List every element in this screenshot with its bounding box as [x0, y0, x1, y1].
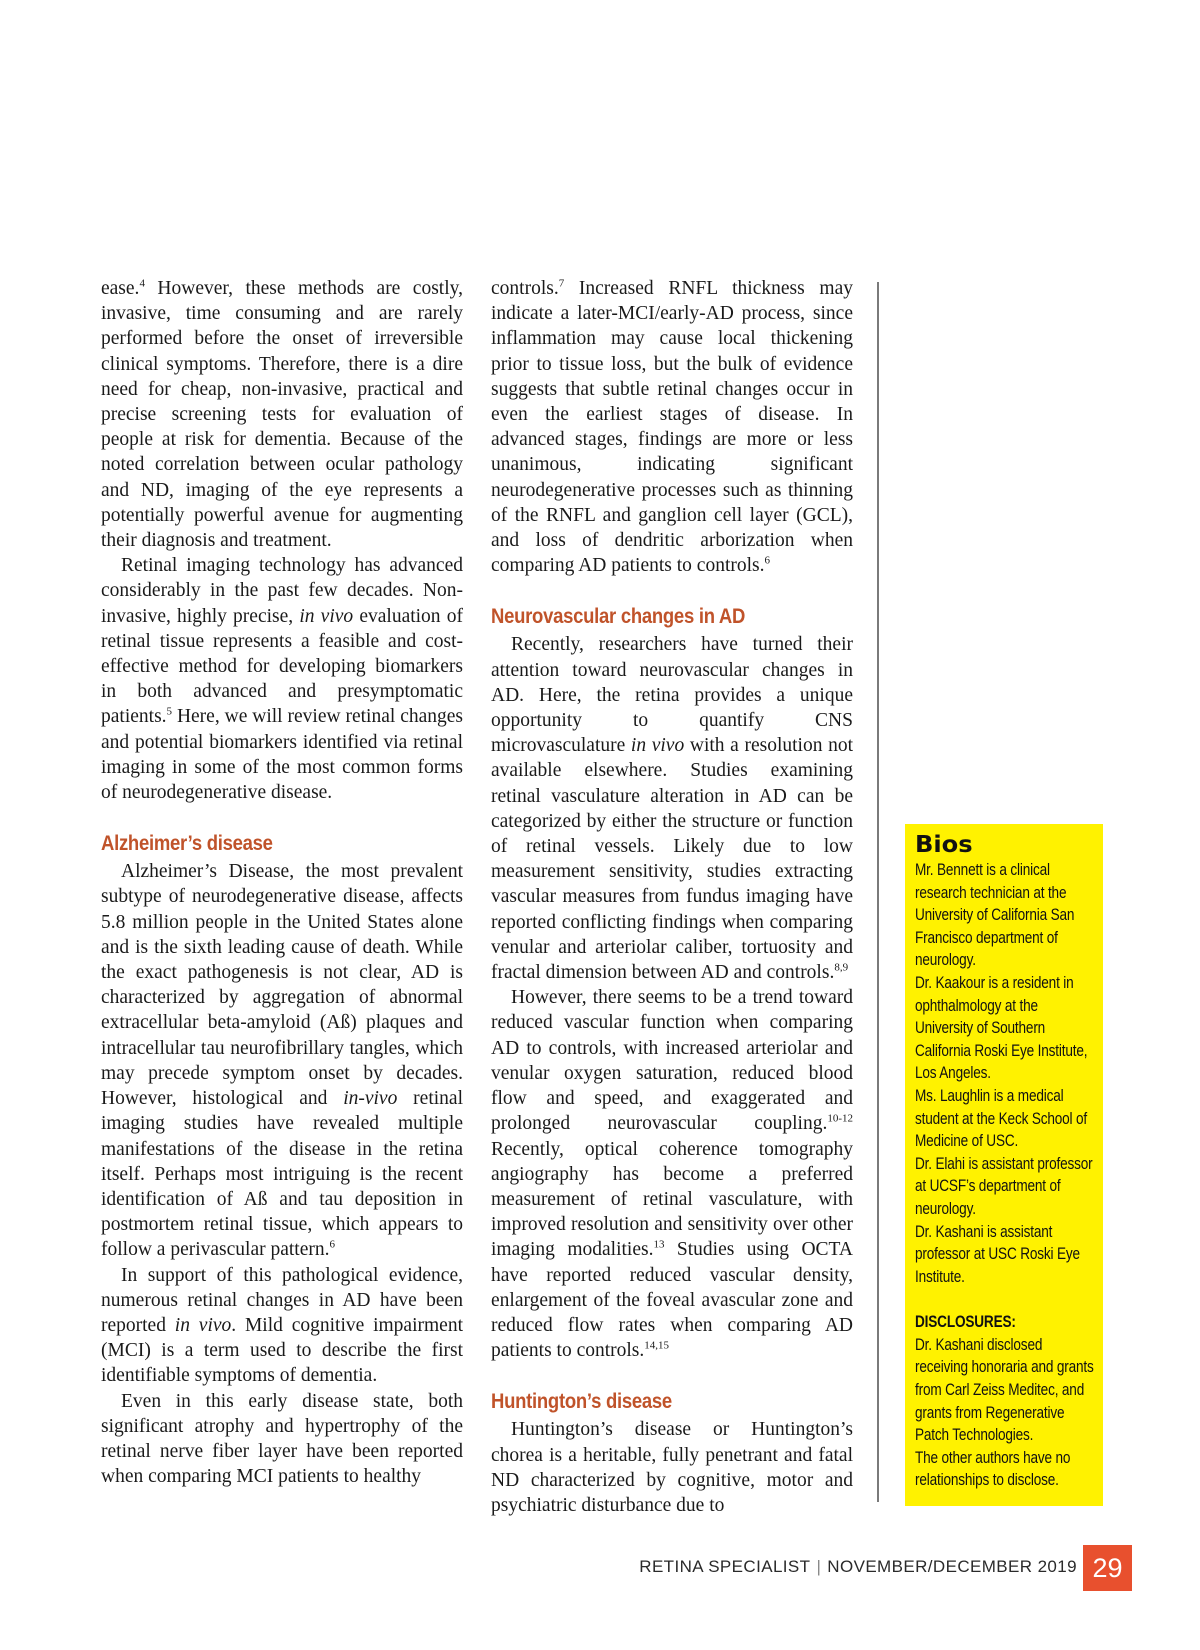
- body-paragraph: However, there seems to be a trend toward reduced vascular function when comparing AD to controls, with increased arteriolar and venular oxygen saturation, reduced blood flow and speed, and exaggerated and prolonged neurovascular coupling.$^{10-12}$ Recently, optical coherence tomography angiography has become a preferred measurement of retinal vasculature, with improved resolution and sensitivity over other imaging modalities.$^{13}$ Studies using OCTA have reported reduced vascular density, enlargement of the foveal avascular zone and reduced flow rates when comparing AD patients to controls.$^{14,15}$: [491, 987, 853, 1362]
- section-heading-neurovascular: Neurovascular changes in AD: [491, 605, 746, 629]
- bio-entry: Dr. Kaakour is a resident in ophthalmology at the University of Southern California Roski Eye Institute, Los Angeles.: [915, 973, 1088, 1083]
- body-paragraph: ease.$^4$ However, these methods are costly, invasive, time consuming and are rarely performed before the onset of irreversible clinical symptoms. Therefore, there is a dire need for cheap, non-invasive, practical and precise screening tests for evaluation of people at risk for dementia. Because of the noted correlation between ocular pathology and ND, imaging of the eye represents a potentially powerful avenue for augmenting their diagnosis and treatment.: [101, 277, 463, 552]
- body-paragraph: Recently, researchers have turned their attention toward neurovascular changes in AD. Here, the retina provides a unique opportunity to quantify CNS microvasculature in vivo with a resolution not available elsewhere. Studies examining retinal vasculature alteration in AD can be categorized by either the structure or function of retinal vessels. Likely due to low measurement sensitivity, studies extracting vascular measures from fundus imaging have reported conflicting findings when comparing venular and arteriolar caliber, tortuosity and fractal dimension between AD and controls.$^{8,9}$: [491, 634, 854, 984]
- page-number: 29: [1083, 1545, 1132, 1591]
- body-paragraph: Alzheimer’s Disease, the most prevalent subtype of neurodegenerative disease, affects 5.8 million people in the United States alone and is the sixth leading cause of death. While the exact pathogenesis is not clear, AD is characterized by aggregation of abnormal extracellular beta-amyloid (Aß) plaques and intracellular tau neurofibrillary tangles, which may precede symptom onset by decades. However, histological and in-vivo retinal imaging studies have revealed multiple manifestations of the disease in the retina itself. Perhaps most intriguing is the recent identification of Aß and tau deposition in postmortem retinal tissue, which appears to follow a perivascular pattern.$^6$: [101, 861, 463, 1261]
- body-paragraph: Huntington’s disease or Huntington’s chorea is a heritable, fully penetrant and fatal ND characterized by cognitive, motor and psychiatric disturbance due to: [491, 1419, 853, 1516]
- body-paragraph: Retinal imaging technology has advanced considerably in the past few decades. Non-invasive, highly precise, in vivo evaluation of retinal tissue represents a feasible and cost-effective method for developing biomarkers in both advanced and presymptomatic patients.$^5$ Here, we will review retinal changes and potential biomarkers identified via retinal imaging in some of the most common forms of neurodegenerative disease.: [101, 555, 463, 804]
- page-footer: [639, 1555, 1077, 1579]
- disclosures-title: DISCLOSURES:: [915, 1313, 1016, 1332]
- bio-entry: Dr. Elahi is assistant professor at UCSF’s department of neurology.: [915, 1154, 1093, 1218]
- bio-entry: Ms. Laughlin is a medical student at the Keck School of Medicine of USC.: [915, 1086, 1088, 1151]
- bios-sidebar: [905, 824, 1103, 1506]
- issue-date: NOVEMBER/DECEMBER 2019: [827, 1557, 1077, 1576]
- disclosure-entry: Dr. Kashani disclosed receiving honoraria and grants from Carl Zeiss Meditec, and grants from Regenerative Patch Technologies.: [915, 1335, 1094, 1445]
- disclosure-entry: The other authors have no relationships to disclose.: [915, 1448, 1071, 1490]
- bios-title: Bios: [915, 832, 973, 858]
- bio-entry: Mr. Bennett is a clinical research technician at the University of California San Francisco department of neurology.: [915, 861, 1075, 970]
- article-column-middle: [491, 276, 853, 1518]
- body-paragraph: Even in this early disease state, both significant atrophy and hypertrophy of the retinal nerve fiber layer have been reported when comparing MCI patients to healthy: [101, 1390, 463, 1488]
- section-heading-alzheimers: Alzheimer’s disease: [101, 832, 273, 856]
- body-paragraph: controls.$^7$ Increased RNFL thickness may indicate a later-MCI/early-AD process, since inflammation may cause local thickening prior to tissue loss, but the bulk of evidence suggests that subtle retinal changes occur in even the earliest stages of disease. In advanced stages, findings are more or less unanimous, indicating significant neurodegenerative processes such as thinning of the RNFL and ganglion cell layer (GCL), and loss of dendritic arborization when comparing AD patients to controls.$^6$: [491, 277, 853, 577]
- section-heading-huntingtons: Huntington’s disease: [491, 1390, 672, 1414]
- bios-content: [915, 859, 1096, 1492]
- footer-separator: |: [816, 1557, 822, 1576]
- column-divider: [877, 282, 879, 1502]
- publication-name: RETINA SPECIALIST: [639, 1557, 811, 1576]
- bio-entry: Dr. Kashani is assistant professor at USC Roski Eye Institute.: [915, 1222, 1080, 1286]
- article-column-left: [101, 276, 463, 1489]
- body-paragraph: In support of this pathological evidence, numerous retinal changes in AD have been reported in vivo. Mild cognitive impairment (MCI) is a term used to describe the first identifiable symptoms of dementia.: [101, 1264, 463, 1387]
